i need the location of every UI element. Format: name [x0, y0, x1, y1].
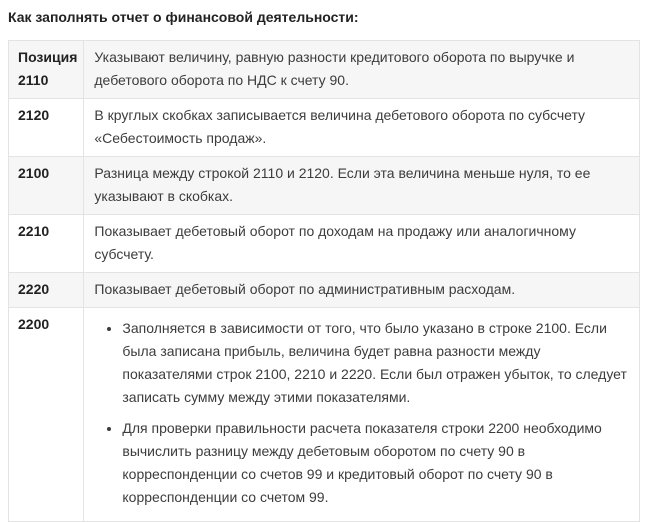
table-row	[9, 41, 640, 99]
position-cell: 2210	[9, 215, 84, 273]
position-cell: 2120	[9, 99, 84, 157]
description-cell: Показывает дебетовый оборот по административным расходам.	[84, 273, 640, 308]
description-cell: В круглых скобках записывается величина дебетового оборота по субсчету «Себестоимость продаж».	[84, 99, 640, 157]
description-cell: Указывают величину, равную разности кредитового оборота по выручке и дебетового оборота по НДС к счету 90.	[84, 41, 640, 99]
table-row	[9, 99, 640, 157]
table-row	[9, 273, 640, 308]
description-cell	[84, 308, 640, 522]
table-row	[9, 215, 640, 273]
table-row	[9, 308, 640, 522]
position-cell: 2220	[9, 273, 84, 308]
table-row	[9, 157, 640, 215]
description-cell: Показывает дебетовый оборот по доходам на продажу или аналогичному субсчету.	[84, 215, 640, 273]
position-cell: 2200	[9, 308, 84, 522]
list-item: • Для проверки правильности расчета показателя строки 2200 необходимо вычислить разницу между дебетовым оборотом по счету 90 в корреспонденции со счетов 99 и кредитовый оборот по счету 90 в корреспонденции со счетом 99.	[122, 417, 629, 509]
position-cell: Позиция 2110	[9, 41, 84, 99]
position-cell: 2100	[9, 157, 84, 215]
list-item: • Заполняется в зависимости от того, что было указано в строке 2100. Если была записана прибыль, величина будет равна разности между показателями строк 2100, 2210 и 2220. Если был отражен убыток, то следует записать сумму между этими показателями.	[122, 317, 629, 409]
page-title: Как заполнять отчет о финансовой деятельности:	[8, 9, 359, 25]
description-cell: Разница между строкой 2110 и 2120. Если эта величина меньше нуля, то ее указывают в скобках.	[84, 157, 640, 215]
bullet-list	[94, 317, 629, 509]
financial-report-table	[8, 40, 640, 522]
